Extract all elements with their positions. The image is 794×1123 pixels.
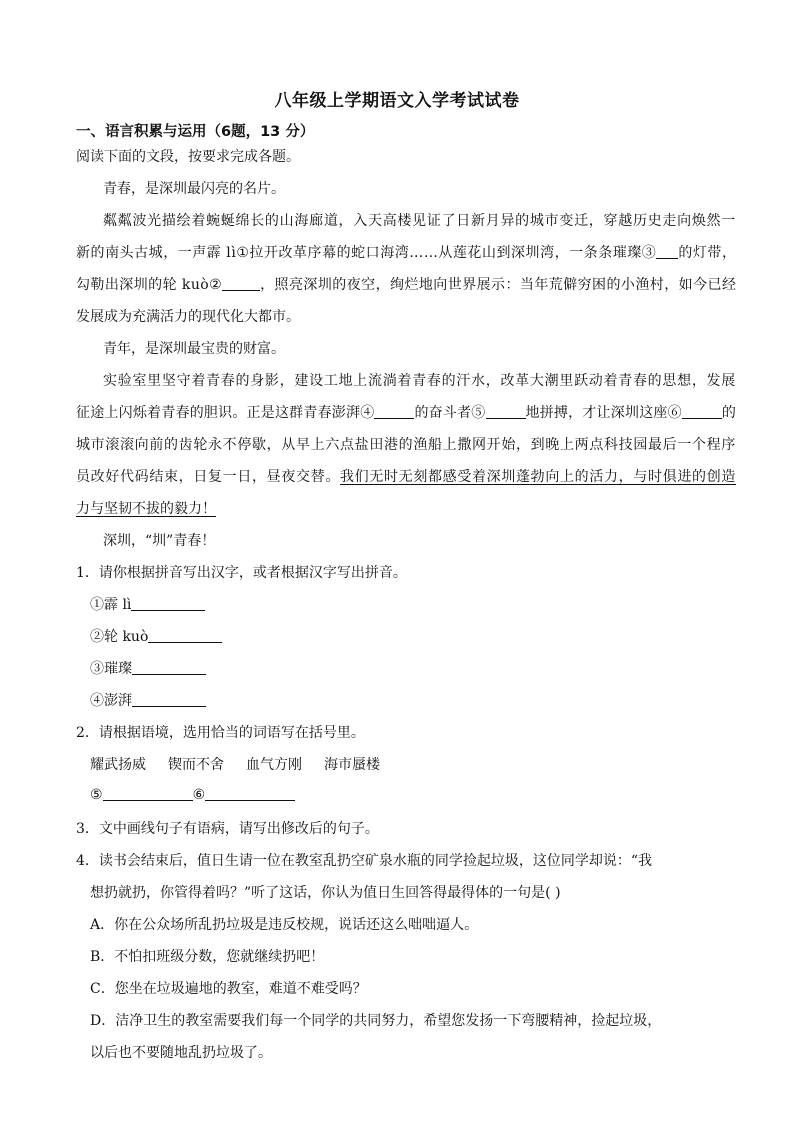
question-4-option-d-line-2: 以后也不要随地乱扔垃圾了。 [90, 1045, 272, 1061]
passage-paragraph-2-line-2 [76, 242, 736, 262]
question-4-option-b: B．不怕扣班级分数，您就继续扔吧！ [90, 949, 325, 965]
blank-5 [486, 404, 526, 419]
passage-paragraph-4-line-1: 实验室里坚守着青春的身影，建设工地上流淌着青春的汗水，改革大潮里跃动着青春的思想，发展 [103, 373, 737, 389]
item-label: ④澎湃 [90, 693, 132, 709]
blank-6 [682, 404, 722, 419]
question-1-item-2 [90, 626, 222, 646]
question-1-item-4 [90, 690, 206, 710]
question-4-option-c: C．您坐在垃圾遍地的教室，难道不难受吗？ [90, 981, 367, 997]
item-label: ②轮 kuò [90, 629, 149, 645]
answer-blank[interactable] [103, 786, 193, 801]
question-4-option-d-line-1: D．洁净卫生的教室需要我们每一个同学的共同努力，希望您发扬一下弯腰精神，捡起垃圾， [90, 1013, 662, 1029]
word-option: 耀武扬威 [90, 757, 146, 773]
passage-text: 征途上闪烁着青春的胆识。正是这群青春澎湃④ [76, 405, 375, 421]
passage-paragraph-4-line-3: 城市滚滚向前的齿轮永不停歇，从早上六点盐田港的渔船上撒网开始，到晚上两点科技园最后一个程序 [76, 437, 737, 453]
item-label: ①霹 lì [90, 597, 132, 613]
word-option: 血气方刚 [246, 757, 302, 773]
passage-paragraph-2-line-4: 发展成为充满活力的现代化大都市。 [76, 309, 300, 325]
passage-text: 的灯带， [678, 245, 737, 261]
blank-2 [222, 276, 260, 291]
question-1-item-3 [90, 658, 206, 678]
passage-text: 的奋斗者⑤ [414, 405, 486, 421]
answer-blank[interactable] [205, 786, 295, 801]
answer-blank[interactable] [131, 596, 205, 611]
passage-paragraph-4-line-2 [76, 402, 736, 422]
passage-text: 勾勒出深圳的轮 kuò② [76, 277, 223, 293]
question-4-stem-line-1: 4．读书会结束后，值日生请一位在教室乱扔空矿泉水瓶的同学捡起垃圾，这位同学却说：“我 [76, 853, 653, 869]
question-1-item-1 [90, 594, 205, 614]
section-instruction: 阅读下面的文段，按要求完成各题。 [76, 149, 300, 165]
question-1-stem: 1．请你根据拼音写出汉字，或者根据汉字写出拼音。 [76, 565, 407, 581]
passage-paragraph-3: 青年，是深圳最宝贵的财富。 [103, 341, 285, 357]
underlined-sentence-end: 力与坚韧不拔的毅力！ [76, 501, 216, 517]
question-2-stem: 2．请根据语境，选用恰当的词语写在括号里。 [76, 725, 365, 741]
word-option: 锲而不舍 [168, 757, 224, 773]
passage-text: 的 [721, 405, 737, 421]
passage-paragraph-5: 深圳，“圳”青春！ [103, 533, 216, 549]
answer-blank[interactable] [148, 628, 222, 643]
page-title: 八年级上学期语文入学考试试卷 [274, 91, 520, 111]
blank-label-5: ⑤ [90, 787, 103, 803]
question-2-options [90, 754, 402, 774]
blank-label-6: ⑥ [192, 787, 206, 803]
passage-text: 新的南头古城，一声霹 lì①拉开改革序幕的蛇口海湾……从莲花山到深圳湾，一条条璀璨③ [76, 245, 657, 261]
blank-3 [656, 244, 678, 259]
passage-paragraph-2-line-3 [76, 274, 736, 294]
passage-paragraph-2-line-1: 粼粼波光描绘着蜿蜒绵长的山海廊道，入天高楼见证了日新月异的城市变迁，穿越历史走向焕然一 [103, 213, 737, 229]
passage-paragraph-4-line-4 [76, 466, 736, 486]
question-2-answers [90, 786, 295, 803]
passage-text: 员改好代码结束，日复一日，昼夜交替。 [76, 469, 341, 485]
item-label: ③璀璨 [90, 661, 132, 677]
passage-paragraph-1: 青春，是深圳最闪亮的名片。 [103, 181, 285, 197]
passage-text: 地拼搏，才让深圳这座⑥ [525, 405, 682, 421]
answer-blank[interactable] [132, 660, 206, 675]
underlined-sentence: 我们无时无刻都感受着深圳蓬勃向上的活力，与时俱进的创造 [340, 469, 737, 485]
question-4-option-a: A．你在公众场所乱扔垃圾是违反校规，说话还这么咄咄逼人。 [90, 917, 479, 933]
blank-4 [374, 404, 414, 419]
word-option: 海市蜃楼 [324, 757, 380, 773]
question-3-stem: 3．文中画线句子有语病，请写出修改后的句子。 [76, 821, 379, 837]
question-4-stem-line-2: 想扔就扔，你管得着吗？”听了这话，你认为值日生回答得最得体的一句是( ) [90, 885, 561, 901]
section-heading: 一、语言积累与运用（6题，13 分） [76, 124, 315, 140]
answer-blank[interactable] [132, 692, 206, 707]
passage-text: ，照亮深圳的夜空，绚烂地向世界展示：当年荒僻穷困的小渔村，如今已经 [260, 277, 737, 293]
passage-paragraph-4-line-5 [76, 498, 216, 518]
